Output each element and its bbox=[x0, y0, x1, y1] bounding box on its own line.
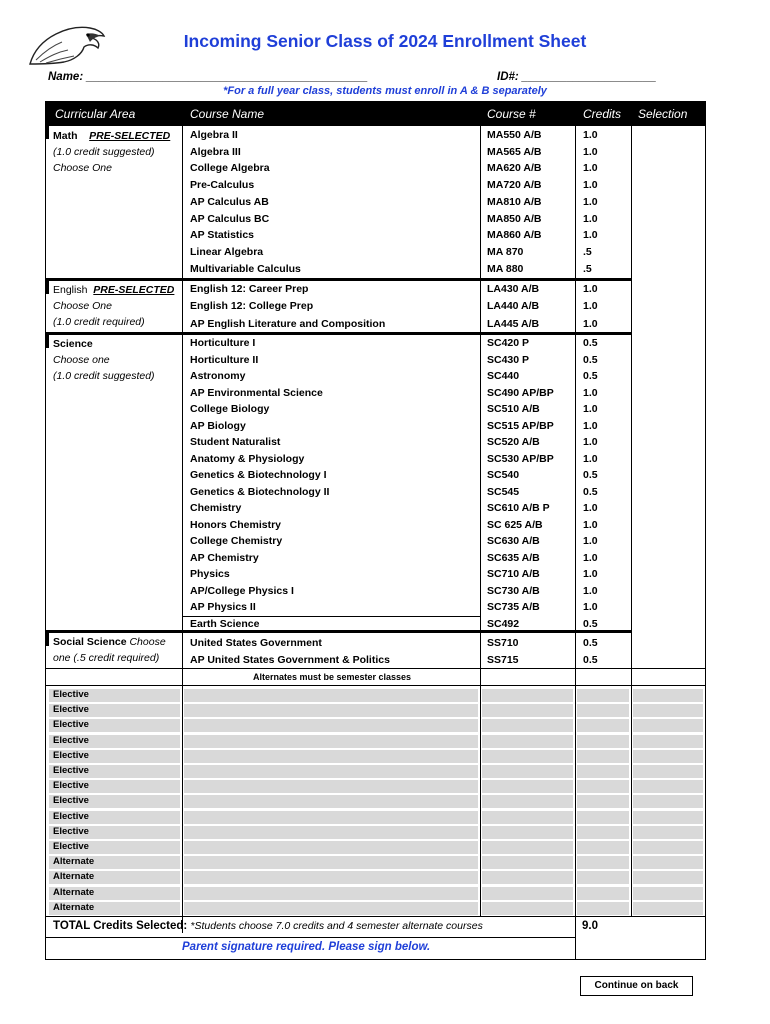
elective-input-cell[interactable] bbox=[184, 795, 478, 808]
course-name: Multivariable Calculus bbox=[190, 262, 301, 275]
elective-input-cell[interactable] bbox=[184, 750, 478, 763]
course-name: AP Statistics bbox=[190, 229, 254, 242]
course-name: English 12: Career Prep bbox=[190, 283, 309, 295]
course-name: College Chemistry bbox=[190, 535, 283, 547]
course-credits: 1.0 bbox=[583, 452, 598, 465]
english-credit-note: (1.0 credit required) bbox=[53, 316, 145, 328]
math-label: Math bbox=[53, 130, 78, 142]
course-number: SC540 bbox=[487, 469, 520, 481]
course-name: AP Calculus BC bbox=[190, 212, 270, 225]
course-number: MA860 A/B bbox=[487, 229, 542, 242]
course-credits: 1.0 bbox=[583, 502, 598, 514]
course-name: Physics bbox=[190, 568, 230, 580]
parent-signature-note: Parent signature required. Please sign below. bbox=[182, 941, 431, 953]
course-credits: 0.5 bbox=[583, 485, 598, 498]
course-credits: 1.0 bbox=[583, 518, 598, 531]
math-area bbox=[53, 128, 170, 176]
science-credit-note: (1.0 credit suggested) bbox=[53, 370, 155, 382]
english-preselected: PRE-SELECTED bbox=[93, 284, 175, 296]
elective-input-cell[interactable] bbox=[577, 780, 629, 793]
course-credits: 0.5 bbox=[583, 653, 598, 666]
course-name: AP Calculus AB bbox=[190, 195, 269, 208]
elective-input-cell[interactable] bbox=[633, 826, 703, 839]
elective-input-cell[interactable] bbox=[482, 826, 573, 839]
elective-input-cell[interactable] bbox=[184, 841, 478, 854]
elective-input-cell[interactable] bbox=[482, 750, 573, 763]
course-name: AP Environmental Science bbox=[190, 386, 323, 399]
science-area bbox=[53, 336, 155, 384]
elective-label: Elective bbox=[53, 780, 89, 792]
selection-cell[interactable] bbox=[632, 550, 705, 567]
total-note: *Students choose 7.0 credits and 4 semester alternate courses bbox=[190, 920, 483, 932]
elective-input-cell[interactable] bbox=[184, 765, 478, 778]
id-field[interactable]: ID#: _____________________ bbox=[497, 71, 657, 83]
elective-input-cell[interactable] bbox=[577, 795, 629, 808]
selection-cell[interactable] bbox=[632, 484, 705, 501]
elective-input-cell[interactable] bbox=[633, 719, 703, 732]
continue-on-back: Continue on back bbox=[580, 976, 693, 996]
elective-input-cell[interactable] bbox=[184, 735, 478, 748]
course-credits: 1.0 bbox=[583, 212, 598, 225]
elective-input-cell[interactable] bbox=[577, 902, 629, 915]
selection-cell[interactable] bbox=[632, 434, 705, 451]
elective-input-cell[interactable] bbox=[482, 841, 573, 854]
selection-cell[interactable] bbox=[632, 652, 705, 669]
course-credits: 1.0 bbox=[583, 283, 598, 295]
math-credit-note: (1.0 credit suggested) bbox=[53, 146, 155, 158]
elective-input-cell[interactable] bbox=[482, 704, 573, 717]
course-name: AP Physics II bbox=[190, 601, 256, 613]
elective-input-cell[interactable] bbox=[482, 887, 573, 900]
enrollment-table bbox=[45, 101, 706, 960]
course-number: SC710 A/B bbox=[487, 568, 540, 580]
selection-cell[interactable] bbox=[632, 566, 705, 583]
selection-cell[interactable] bbox=[632, 227, 705, 244]
elective-input-cell[interactable] bbox=[577, 704, 629, 717]
elective-input-cell[interactable] bbox=[633, 871, 703, 884]
header-course-name: Course Name bbox=[190, 107, 265, 121]
course-number: MA550 A/B bbox=[487, 129, 542, 141]
header-course-number: Course # bbox=[487, 107, 536, 121]
course-credits: 1.0 bbox=[583, 229, 598, 242]
course-name: College Biology bbox=[190, 403, 270, 415]
elective-input-cell[interactable] bbox=[577, 856, 629, 869]
course-name: Student Naturalist bbox=[190, 436, 281, 448]
course-credits: 1.0 bbox=[583, 436, 598, 448]
course-credits: 1.0 bbox=[583, 601, 598, 613]
elective-input-cell[interactable] bbox=[184, 826, 478, 839]
selection-cell[interactable] bbox=[632, 533, 705, 550]
elective-input-cell[interactable] bbox=[633, 856, 703, 869]
elective-label: Elective bbox=[53, 734, 89, 746]
course-name: Astronomy bbox=[190, 370, 246, 382]
course-number: SS715 bbox=[487, 653, 519, 666]
course-credits: 1.0 bbox=[583, 403, 598, 415]
course-number: SC545 bbox=[487, 485, 520, 498]
course-name: English 12: College Prep bbox=[190, 299, 314, 312]
elective-input-cell[interactable] bbox=[633, 902, 703, 915]
selection-cell[interactable] bbox=[632, 281, 705, 298]
selection-cell[interactable] bbox=[632, 467, 705, 484]
elective-input-cell[interactable] bbox=[633, 689, 703, 702]
course-credits: 1.0 bbox=[583, 419, 598, 432]
elective-input-cell[interactable] bbox=[577, 750, 629, 763]
elective-input-cell[interactable] bbox=[577, 765, 629, 778]
course-number: SC 625 A/B bbox=[487, 518, 543, 531]
course-name: Algebra II bbox=[190, 129, 238, 141]
elective-label: Elective bbox=[53, 825, 89, 837]
course-name: Chemistry bbox=[190, 502, 242, 514]
course-name: Honors Chemistry bbox=[190, 518, 282, 531]
elective-input-cell[interactable] bbox=[482, 856, 573, 869]
elective-input-cell[interactable] bbox=[577, 841, 629, 854]
course-number: LA440 A/B bbox=[487, 299, 540, 312]
elective-label: Elective bbox=[53, 841, 89, 852]
course-number: MA 870 bbox=[487, 245, 524, 258]
selection-cell[interactable] bbox=[632, 211, 705, 228]
course-credits: 0.5 bbox=[583, 337, 598, 349]
selection-cell[interactable] bbox=[632, 144, 705, 161]
course-number: SC515 AP/BP bbox=[487, 419, 554, 432]
elective-label: Elective bbox=[53, 810, 89, 822]
page-title: Incoming Senior Class of 2024 Enrollment Sheet bbox=[183, 31, 587, 51]
elective-label: Elective bbox=[53, 795, 89, 807]
elective-input-cell[interactable] bbox=[633, 735, 703, 748]
course-name: United States Government bbox=[190, 637, 322, 649]
course-number: SS710 bbox=[487, 637, 519, 649]
elective-input-cell[interactable] bbox=[482, 811, 573, 824]
selection-cell[interactable] bbox=[632, 298, 705, 315]
elective-input-cell[interactable] bbox=[184, 689, 478, 702]
selection-cell[interactable] bbox=[632, 177, 705, 194]
elective-label: Alternate bbox=[53, 871, 95, 883]
elective-label: Alternate bbox=[53, 856, 95, 868]
selection-cell[interactable] bbox=[632, 385, 705, 402]
course-name: Genetics & Biotechnology II bbox=[190, 485, 330, 498]
elective-label: Elective bbox=[53, 765, 89, 776]
course-number: MA 880 bbox=[487, 262, 524, 275]
alternates-note: Alternates must be semester classes bbox=[252, 672, 412, 682]
elective-input-cell[interactable] bbox=[577, 735, 629, 748]
course-credits: 1.0 bbox=[583, 195, 598, 208]
course-number: MA850 A/B bbox=[487, 212, 542, 225]
course-credits: 1.0 bbox=[583, 318, 598, 330]
elective-input-cell[interactable] bbox=[577, 689, 629, 702]
course-number: SC635 A/B bbox=[487, 551, 540, 564]
course-number: SC492 bbox=[487, 617, 520, 630]
full-year-note: *For a full year class, students must enroll in A & B separately bbox=[223, 85, 547, 97]
elective-label: Elective bbox=[53, 704, 89, 716]
course-number: SC735 A/B bbox=[487, 601, 540, 613]
total-credits bbox=[53, 920, 483, 932]
selection-cell[interactable] bbox=[632, 616, 705, 633]
course-number: SC530 AP/BP bbox=[487, 452, 554, 465]
elective-label: Elective bbox=[53, 689, 89, 700]
course-number: SC490 AP/BP bbox=[487, 386, 554, 399]
elective-input-cell[interactable] bbox=[482, 902, 573, 915]
selection-cell[interactable] bbox=[632, 500, 705, 517]
course-name: Anatomy & Physiology bbox=[190, 452, 305, 465]
elective-input-cell[interactable] bbox=[482, 719, 573, 732]
course-number: MA720 A/B bbox=[487, 179, 542, 192]
course-name: Genetics & Biotechnology I bbox=[190, 469, 327, 481]
elective-input-cell[interactable] bbox=[184, 902, 478, 915]
math-choose: Choose One bbox=[53, 162, 112, 174]
selection-cell[interactable] bbox=[632, 127, 705, 144]
selection-cell[interactable] bbox=[632, 368, 705, 385]
elective-label: Alternate bbox=[53, 901, 95, 913]
selection-cell[interactable] bbox=[632, 418, 705, 435]
course-credits: 1.0 bbox=[583, 179, 598, 192]
header-selection: Selection bbox=[638, 107, 688, 121]
course-name: AP/College Physics I bbox=[190, 584, 294, 597]
social-area bbox=[53, 634, 166, 666]
course-credits: 1.0 bbox=[583, 551, 598, 564]
elective-input-cell[interactable] bbox=[184, 856, 478, 869]
elective-label: Elective bbox=[53, 719, 89, 731]
header-credits: Credits bbox=[583, 107, 622, 121]
course-credits: 1.0 bbox=[583, 568, 598, 580]
selection-cell[interactable] bbox=[632, 451, 705, 468]
elective-input-cell[interactable] bbox=[184, 811, 478, 824]
selection-cell[interactable] bbox=[632, 352, 705, 369]
course-credits: 0.5 bbox=[583, 353, 598, 366]
course-credits: 1.0 bbox=[583, 145, 598, 158]
science-label: Science bbox=[53, 338, 93, 350]
course-number: LA430 A/B bbox=[487, 283, 540, 295]
selection-cell[interactable] bbox=[632, 316, 705, 333]
english-label: English bbox=[53, 284, 88, 296]
selection-cell[interactable] bbox=[632, 599, 705, 616]
course-name: AP Biology bbox=[190, 419, 246, 432]
elective-input-cell[interactable] bbox=[633, 704, 703, 717]
math-preselected: PRE-SELECTED bbox=[89, 130, 171, 142]
header-curricular-area: Curricular Area bbox=[55, 107, 136, 121]
course-number: LA445 A/B bbox=[487, 318, 540, 330]
elective-input-cell[interactable] bbox=[577, 871, 629, 884]
elective-input-cell[interactable] bbox=[577, 811, 629, 824]
selection-cell[interactable] bbox=[632, 261, 705, 278]
elective-input-cell[interactable] bbox=[633, 811, 703, 824]
course-number: SC730 A/B bbox=[487, 584, 540, 597]
elective-label: Elective bbox=[53, 749, 89, 761]
course-credits: 1.0 bbox=[583, 584, 598, 597]
course-name: Horticulture II bbox=[190, 353, 259, 366]
course-credits: 0.5 bbox=[583, 617, 598, 630]
course-name: AP English Literature and Composition bbox=[190, 318, 386, 330]
selection-cell[interactable] bbox=[632, 401, 705, 418]
course-credits: 1.0 bbox=[583, 535, 598, 547]
course-credits: .5 bbox=[583, 262, 592, 275]
elective-input-cell[interactable] bbox=[482, 735, 573, 748]
elective-label: Alternate bbox=[53, 886, 95, 898]
elective-input-cell[interactable] bbox=[482, 795, 573, 808]
selection-cell[interactable] bbox=[632, 244, 705, 261]
course-number: SC420 P bbox=[487, 337, 530, 349]
social-label: Social Science bbox=[53, 636, 127, 648]
course-name: Linear Algebra bbox=[190, 245, 264, 258]
elective-input-cell[interactable] bbox=[633, 841, 703, 854]
course-name: Algebra III bbox=[190, 145, 241, 158]
course-credits: 1.0 bbox=[583, 386, 598, 399]
course-credits: 0.5 bbox=[583, 469, 598, 481]
total-credits-value: 9.0 bbox=[582, 920, 598, 932]
course-credits: 1.0 bbox=[583, 162, 598, 175]
total-label: TOTAL Credits Selected: bbox=[53, 920, 188, 932]
elective-input-cell[interactable] bbox=[633, 780, 703, 793]
elective-input-cell[interactable] bbox=[577, 719, 629, 732]
elective-input-cell[interactable] bbox=[482, 689, 573, 702]
social-credit-note: one (.5 credit required) bbox=[53, 652, 160, 664]
selection-cell[interactable] bbox=[632, 160, 705, 177]
selection-cell[interactable] bbox=[632, 335, 705, 352]
course-name: Horticulture I bbox=[190, 337, 256, 349]
course-number: SC430 P bbox=[487, 353, 530, 366]
elective-input-cell[interactable] bbox=[482, 780, 573, 793]
elective-input-cell[interactable] bbox=[633, 750, 703, 763]
table-header bbox=[46, 102, 705, 126]
elective-input-cell[interactable] bbox=[577, 887, 629, 900]
elective-input-cell[interactable] bbox=[482, 765, 573, 778]
elective-input-cell[interactable] bbox=[633, 795, 703, 808]
english-area bbox=[53, 282, 174, 330]
elective-input-cell[interactable] bbox=[482, 871, 573, 884]
course-number: MA620 A/B bbox=[487, 162, 542, 175]
course-name: Pre-Calculus bbox=[190, 179, 255, 192]
course-credits: 0.5 bbox=[583, 637, 598, 649]
elective-input-cell[interactable] bbox=[633, 765, 703, 778]
course-name: Earth Science bbox=[190, 617, 260, 630]
elective-input-cell[interactable] bbox=[577, 826, 629, 839]
course-credits: .5 bbox=[583, 245, 592, 258]
elective-input-cell[interactable] bbox=[633, 887, 703, 900]
elective-input-cell[interactable] bbox=[184, 871, 478, 884]
course-number: SC630 A/B bbox=[487, 535, 540, 547]
elective-input-cell[interactable] bbox=[184, 887, 478, 900]
course-number: SC610 A/B P bbox=[487, 502, 550, 514]
course-name: AP United States Government & Politics bbox=[190, 653, 390, 666]
science-choose: Choose one bbox=[53, 354, 110, 366]
english-choose: Choose One bbox=[53, 300, 112, 312]
course-credits: 1.0 bbox=[583, 129, 598, 141]
course-name: AP Chemistry bbox=[190, 551, 259, 564]
course-number: MA565 A/B bbox=[487, 145, 542, 158]
selection-cell[interactable] bbox=[632, 517, 705, 534]
selection-cell[interactable] bbox=[632, 635, 705, 652]
course-number: SC510 A/B bbox=[487, 403, 540, 415]
name-field[interactable]: Name: ____________________________________________ bbox=[48, 71, 368, 83]
course-number: MA810 A/B bbox=[487, 195, 542, 208]
course-name: College Algebra bbox=[190, 162, 270, 175]
elective-input-cell[interactable] bbox=[184, 719, 478, 732]
elective-input-cell[interactable] bbox=[184, 704, 478, 717]
course-number: SC440 bbox=[487, 370, 520, 382]
selection-cell[interactable] bbox=[632, 194, 705, 211]
course-number: SC520 A/B bbox=[487, 436, 540, 448]
course-credits: 0.5 bbox=[583, 370, 598, 382]
elective-input-cell[interactable] bbox=[184, 780, 478, 793]
course-credits: 1.0 bbox=[583, 299, 598, 312]
selection-cell[interactable] bbox=[632, 583, 705, 600]
social-choose: Choose bbox=[129, 636, 166, 648]
